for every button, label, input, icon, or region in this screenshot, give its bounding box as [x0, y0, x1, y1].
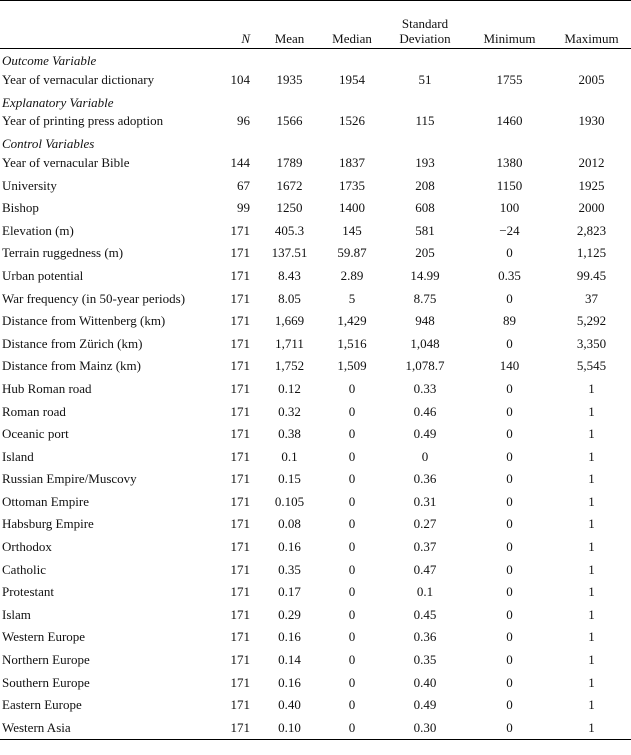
cell-mean: 0.38 — [278, 426, 301, 442]
cell-n: 171 — [230, 313, 250, 329]
cell-median: 0 — [348, 493, 356, 509]
table-row — [0, 264, 631, 287]
cell-min: 89 — [503, 313, 516, 329]
row-label: Eastern Europe — [2, 697, 82, 713]
cell-n: 171 — [222, 716, 258, 739]
cell-max: 1930 — [578, 113, 605, 129]
section-label: Explanatory Variable — [2, 94, 114, 110]
cell-sd: 0 — [421, 448, 429, 464]
cell-min: 0 — [506, 539, 513, 555]
cell-max: 3,350 — [576, 335, 607, 351]
cell-sd: 948 — [415, 313, 435, 329]
cell-sd: 0.33 — [413, 380, 437, 396]
cell-sd: 0.40 — [413, 674, 437, 690]
cell-mean: 1789 — [276, 154, 303, 170]
cell-sd: 205 — [415, 245, 435, 261]
cell-sd: 208 — [415, 177, 435, 193]
cell-mean: 0.35 — [278, 561, 301, 577]
section-explanatory — [0, 91, 631, 110]
cell-median: 0 — [348, 448, 356, 464]
cell-max: 1 — [588, 561, 595, 577]
cell-min: 1755 — [496, 71, 523, 87]
cell-median: 0 — [348, 697, 356, 713]
cell-min: 0 — [506, 335, 513, 351]
header-standard-deviation — [383, 1, 467, 49]
cell-n: 171 — [230, 674, 250, 690]
row-label: Orthodox — [2, 539, 52, 555]
table-row — [0, 422, 631, 445]
row-label: Hub Roman road — [2, 380, 92, 396]
table-row — [0, 513, 631, 536]
table-row — [0, 580, 631, 603]
cell-min: 0 — [506, 606, 513, 622]
cell-min: 0 — [506, 448, 513, 464]
cell-median: 59.87 — [337, 245, 367, 261]
cell-min: 0 — [506, 561, 513, 577]
row-label: Distance from Wittenberg (km) — [2, 313, 166, 329]
row-label: Oceanic port — [2, 426, 69, 442]
cell-n: 171 — [230, 471, 250, 487]
cell-n: 171 — [230, 290, 250, 306]
section-label: Outcome Variable — [2, 53, 97, 68]
row-label: Russian Empire/Muscovy — [2, 471, 137, 487]
cell-min: 1460 — [496, 113, 523, 129]
cell-sd: 0.46 — [413, 403, 437, 419]
cell-mean: 0.17 — [278, 584, 301, 600]
row-label: Terrain ruggedness (m) — [2, 245, 124, 261]
cell-median: 145 — [342, 222, 362, 238]
cell-mean: 0.16 — [278, 539, 301, 555]
cell-median: 0 — [348, 516, 356, 532]
cell-sd: 0.31 — [413, 493, 437, 509]
cell-sd: 0.45 — [413, 606, 437, 622]
table-row — [0, 151, 631, 174]
table-row — [0, 355, 631, 378]
row-label: Bishop — [2, 200, 39, 216]
cell-n: 67 — [237, 177, 250, 193]
cell-sd: 0.27 — [413, 516, 437, 532]
cell-max: 1925 — [578, 177, 605, 193]
cell-n: 171 — [230, 267, 250, 283]
cell-sd: 8.75 — [413, 290, 437, 306]
section-label: Control Variables — [2, 136, 95, 152]
cell-mean: 0.10 — [258, 716, 321, 739]
cell-max: 2000 — [578, 200, 605, 216]
cell-n: 171 — [230, 448, 250, 464]
cell-mean: 0.16 — [278, 674, 301, 690]
cell-median: 1,509 — [337, 358, 367, 374]
cell-min: 0 — [506, 652, 513, 668]
cell-n: 171 — [230, 561, 250, 577]
cell-n: 171 — [230, 380, 250, 396]
row-label: War frequency (in 50-year periods) — [2, 290, 186, 306]
table-row — [0, 242, 631, 265]
row-label: Ottoman Empire — [2, 493, 90, 509]
cell-max: 5,292 — [576, 313, 607, 329]
cell-sd: 608 — [415, 200, 435, 216]
cell-median: 0 — [321, 716, 383, 739]
cell-sd: 1,048 — [410, 335, 440, 351]
row-label: Island — [2, 448, 34, 464]
cell-n: 171 — [230, 652, 250, 668]
table-row — [0, 671, 631, 694]
table-row — [0, 535, 631, 558]
table-row — [0, 603, 631, 626]
row-label: Year of printing press adoption — [2, 113, 164, 129]
cell-mean: 0.32 — [278, 403, 301, 419]
cell-median: 0 — [348, 426, 356, 442]
cell-n: 104 — [230, 71, 250, 87]
table-row — [0, 332, 631, 355]
cell-max: 1 — [588, 606, 595, 622]
cell-n: 171 — [230, 539, 250, 555]
cell-n: 171 — [230, 606, 250, 622]
cell-min: 0 — [506, 584, 513, 600]
cell-median: 0 — [348, 539, 356, 555]
cell-median: 1400 — [339, 200, 365, 216]
cell-sd: 0.1 — [416, 584, 434, 600]
cell-n: 171 — [230, 426, 250, 442]
row-label: Year of vernacular Bible — [2, 154, 130, 170]
table-row — [0, 400, 631, 423]
row-label: Roman road — [2, 403, 66, 419]
cell-n: 171 — [230, 629, 250, 645]
cell-min: 0 — [506, 674, 513, 690]
row-label: Northern Europe — [2, 652, 90, 668]
cell-max: 1 — [588, 448, 595, 464]
cell-max: 1 — [588, 629, 595, 645]
table-row — [0, 716, 631, 739]
row-label: Protestant — [2, 584, 54, 600]
cell-max: 1 — [588, 584, 595, 600]
cell-min: 0 — [506, 516, 513, 532]
row-label: Habsburg Empire — [2, 516, 94, 532]
cell-n: 171 — [230, 222, 250, 238]
row-label: Distance from Mainz (km) — [2, 358, 141, 374]
cell-median: 1526 — [339, 113, 365, 129]
cell-mean: 8.05 — [278, 290, 301, 306]
cell-n: 171 — [230, 516, 250, 532]
table-row — [0, 490, 631, 513]
cell-median: 0 — [348, 606, 356, 622]
cell-max: 1 — [588, 493, 595, 509]
header-row — [0, 1, 631, 49]
cell-median: 1837 — [339, 154, 365, 170]
cell-mean: 8.43 — [278, 267, 301, 283]
cell-max: 5,545 — [576, 358, 607, 374]
cell-sd: 193 — [415, 154, 435, 170]
cell-max: 37 — [585, 290, 598, 306]
cell-max: 1 — [588, 380, 595, 396]
cell-min: 0 — [506, 245, 513, 261]
cell-sd: 0.36 — [413, 471, 437, 487]
cell-median: 0 — [348, 629, 356, 645]
cell-median: 0 — [348, 471, 356, 487]
cell-n: 171 — [230, 358, 250, 374]
table-row — [0, 693, 631, 716]
cell-max: 1 — [588, 652, 595, 668]
cell-min: 0.35 — [498, 267, 521, 283]
cell-min: 0 — [506, 380, 513, 396]
cell-median: 0 — [348, 561, 356, 577]
cell-mean: 1935 — [276, 71, 303, 87]
row-label: Southern Europe — [2, 674, 90, 690]
cell-min: 1380 — [496, 154, 523, 170]
cell-n: 171 — [230, 403, 250, 419]
cell-max: 1 — [588, 674, 595, 690]
cell-median: 0 — [348, 674, 356, 690]
row-label: Catholic — [2, 561, 47, 577]
cell-median: 0 — [348, 584, 356, 600]
cell-min: 100 — [499, 200, 520, 216]
cell-min: 0 — [506, 290, 513, 306]
table-row — [0, 558, 631, 581]
table-row — [0, 287, 631, 310]
row-label: University — [2, 177, 57, 193]
cell-n: 96 — [237, 113, 250, 129]
cell-median: 5 — [348, 290, 356, 306]
cell-min: 0 — [506, 426, 513, 442]
header-mean: Mean — [258, 1, 321, 49]
row-label: Islam — [2, 606, 31, 622]
cell-sd: 581 — [415, 222, 435, 238]
row-label: Elevation (m) — [2, 222, 74, 238]
cell-min: 0 — [506, 697, 513, 713]
cell-n: 144 — [230, 154, 250, 170]
table-row — [0, 110, 631, 133]
cell-mean: 1250 — [276, 200, 303, 216]
cell-mean: 0.1 — [281, 448, 298, 464]
cell-sd: 0.37 — [413, 539, 437, 555]
cell-sd: 0.47 — [413, 561, 437, 577]
cell-max: 2012 — [578, 154, 605, 170]
cell-mean: 0.16 — [278, 629, 301, 645]
cell-max: 1 — [552, 716, 631, 739]
header-variable — [0, 1, 222, 49]
cell-sd: 0.49 — [413, 697, 437, 713]
cell-median: 1735 — [339, 177, 365, 193]
cell-min: 0 — [467, 716, 552, 739]
cell-max: 99.45 — [576, 267, 607, 283]
cell-max: 1 — [588, 539, 595, 555]
cell-n: 99 — [237, 200, 250, 216]
header-sd-line2: Deviation — [399, 31, 451, 46]
cell-sd: 0.30 — [383, 716, 467, 739]
cell-sd: 115 — [415, 113, 435, 129]
control-rows — [0, 151, 631, 739]
section-outcome — [0, 49, 631, 69]
cell-max: 1 — [588, 697, 595, 713]
cell-min: 0 — [506, 493, 513, 509]
cell-mean: 1672 — [276, 177, 303, 193]
cell-n: 171 — [230, 245, 250, 261]
cell-sd: 14.99 — [410, 267, 440, 283]
cell-sd: 0.49 — [413, 426, 437, 442]
cell-mean: 0.40 — [278, 697, 301, 713]
header-n: N — [222, 1, 258, 49]
cell-max: 1 — [588, 471, 595, 487]
row-label: Distance from Zürich (km) — [2, 335, 143, 351]
cell-mean: 1566 — [276, 113, 303, 129]
cell-median: 0 — [348, 403, 356, 419]
cell-sd: 1,078.7 — [405, 358, 445, 374]
row-label: Western Asia — [0, 716, 222, 739]
cell-min: 1150 — [496, 177, 523, 193]
table-row — [0, 626, 631, 649]
cell-n: 171 — [230, 584, 250, 600]
header-median: Median — [321, 1, 383, 49]
row-label: Year of vernacular dictionary — [2, 71, 155, 87]
cell-max: 2005 — [578, 71, 605, 87]
cell-max: 2,823 — [576, 222, 607, 238]
cell-mean: 0.15 — [278, 471, 301, 487]
cell-max: 1 — [588, 516, 595, 532]
header-maximum: Maximum — [552, 1, 631, 49]
table-row — [0, 196, 631, 219]
cell-n: 171 — [230, 493, 250, 509]
table-row — [0, 219, 631, 242]
header-minimum: Minimum — [467, 1, 552, 49]
cell-median: 1954 — [339, 71, 365, 87]
cell-sd: 0.36 — [413, 629, 437, 645]
section-control — [0, 132, 631, 151]
cell-median: 0 — [348, 380, 356, 396]
table-row — [0, 468, 631, 491]
cell-mean: 1,711 — [275, 335, 304, 351]
table-row — [0, 309, 631, 332]
cell-median: 1,429 — [337, 313, 367, 329]
cell-mean: 1,752 — [274, 358, 305, 374]
table-row — [0, 68, 631, 91]
table-row — [0, 648, 631, 671]
cell-mean: 0.08 — [278, 516, 301, 532]
cell-min: 0 — [506, 629, 513, 645]
cell-median: 2.89 — [340, 267, 364, 283]
row-label: Urban potential — [2, 267, 84, 283]
cell-min: 0 — [506, 403, 513, 419]
cell-max: 1,125 — [576, 245, 607, 261]
cell-min: −24 — [499, 222, 520, 238]
cell-sd: 51 — [418, 71, 432, 87]
cell-mean: 405.3 — [274, 222, 305, 238]
cell-mean: 1,669 — [274, 313, 305, 329]
cell-max: 1 — [588, 403, 595, 419]
cell-mean: 0.105 — [274, 493, 305, 509]
cell-max: 1 — [588, 426, 595, 442]
cell-mean: 0.12 — [278, 380, 301, 396]
cell-mean: 0.29 — [278, 606, 301, 622]
table-row — [0, 174, 631, 197]
table-row — [0, 445, 631, 468]
cell-mean: 0.14 — [278, 652, 301, 668]
cell-median: 1,516 — [337, 335, 367, 351]
cell-min: 140 — [499, 358, 520, 374]
cell-sd: 0.35 — [413, 652, 437, 668]
cell-mean: 137.51 — [271, 245, 308, 261]
header-sd-line1: Standard — [401, 16, 449, 31]
cell-n: 171 — [230, 335, 250, 351]
cell-min: 0 — [506, 471, 513, 487]
cell-n: 171 — [230, 697, 250, 713]
table-row — [0, 377, 631, 400]
row-label: Western Europe — [2, 629, 86, 645]
cell-median: 0 — [348, 652, 356, 668]
